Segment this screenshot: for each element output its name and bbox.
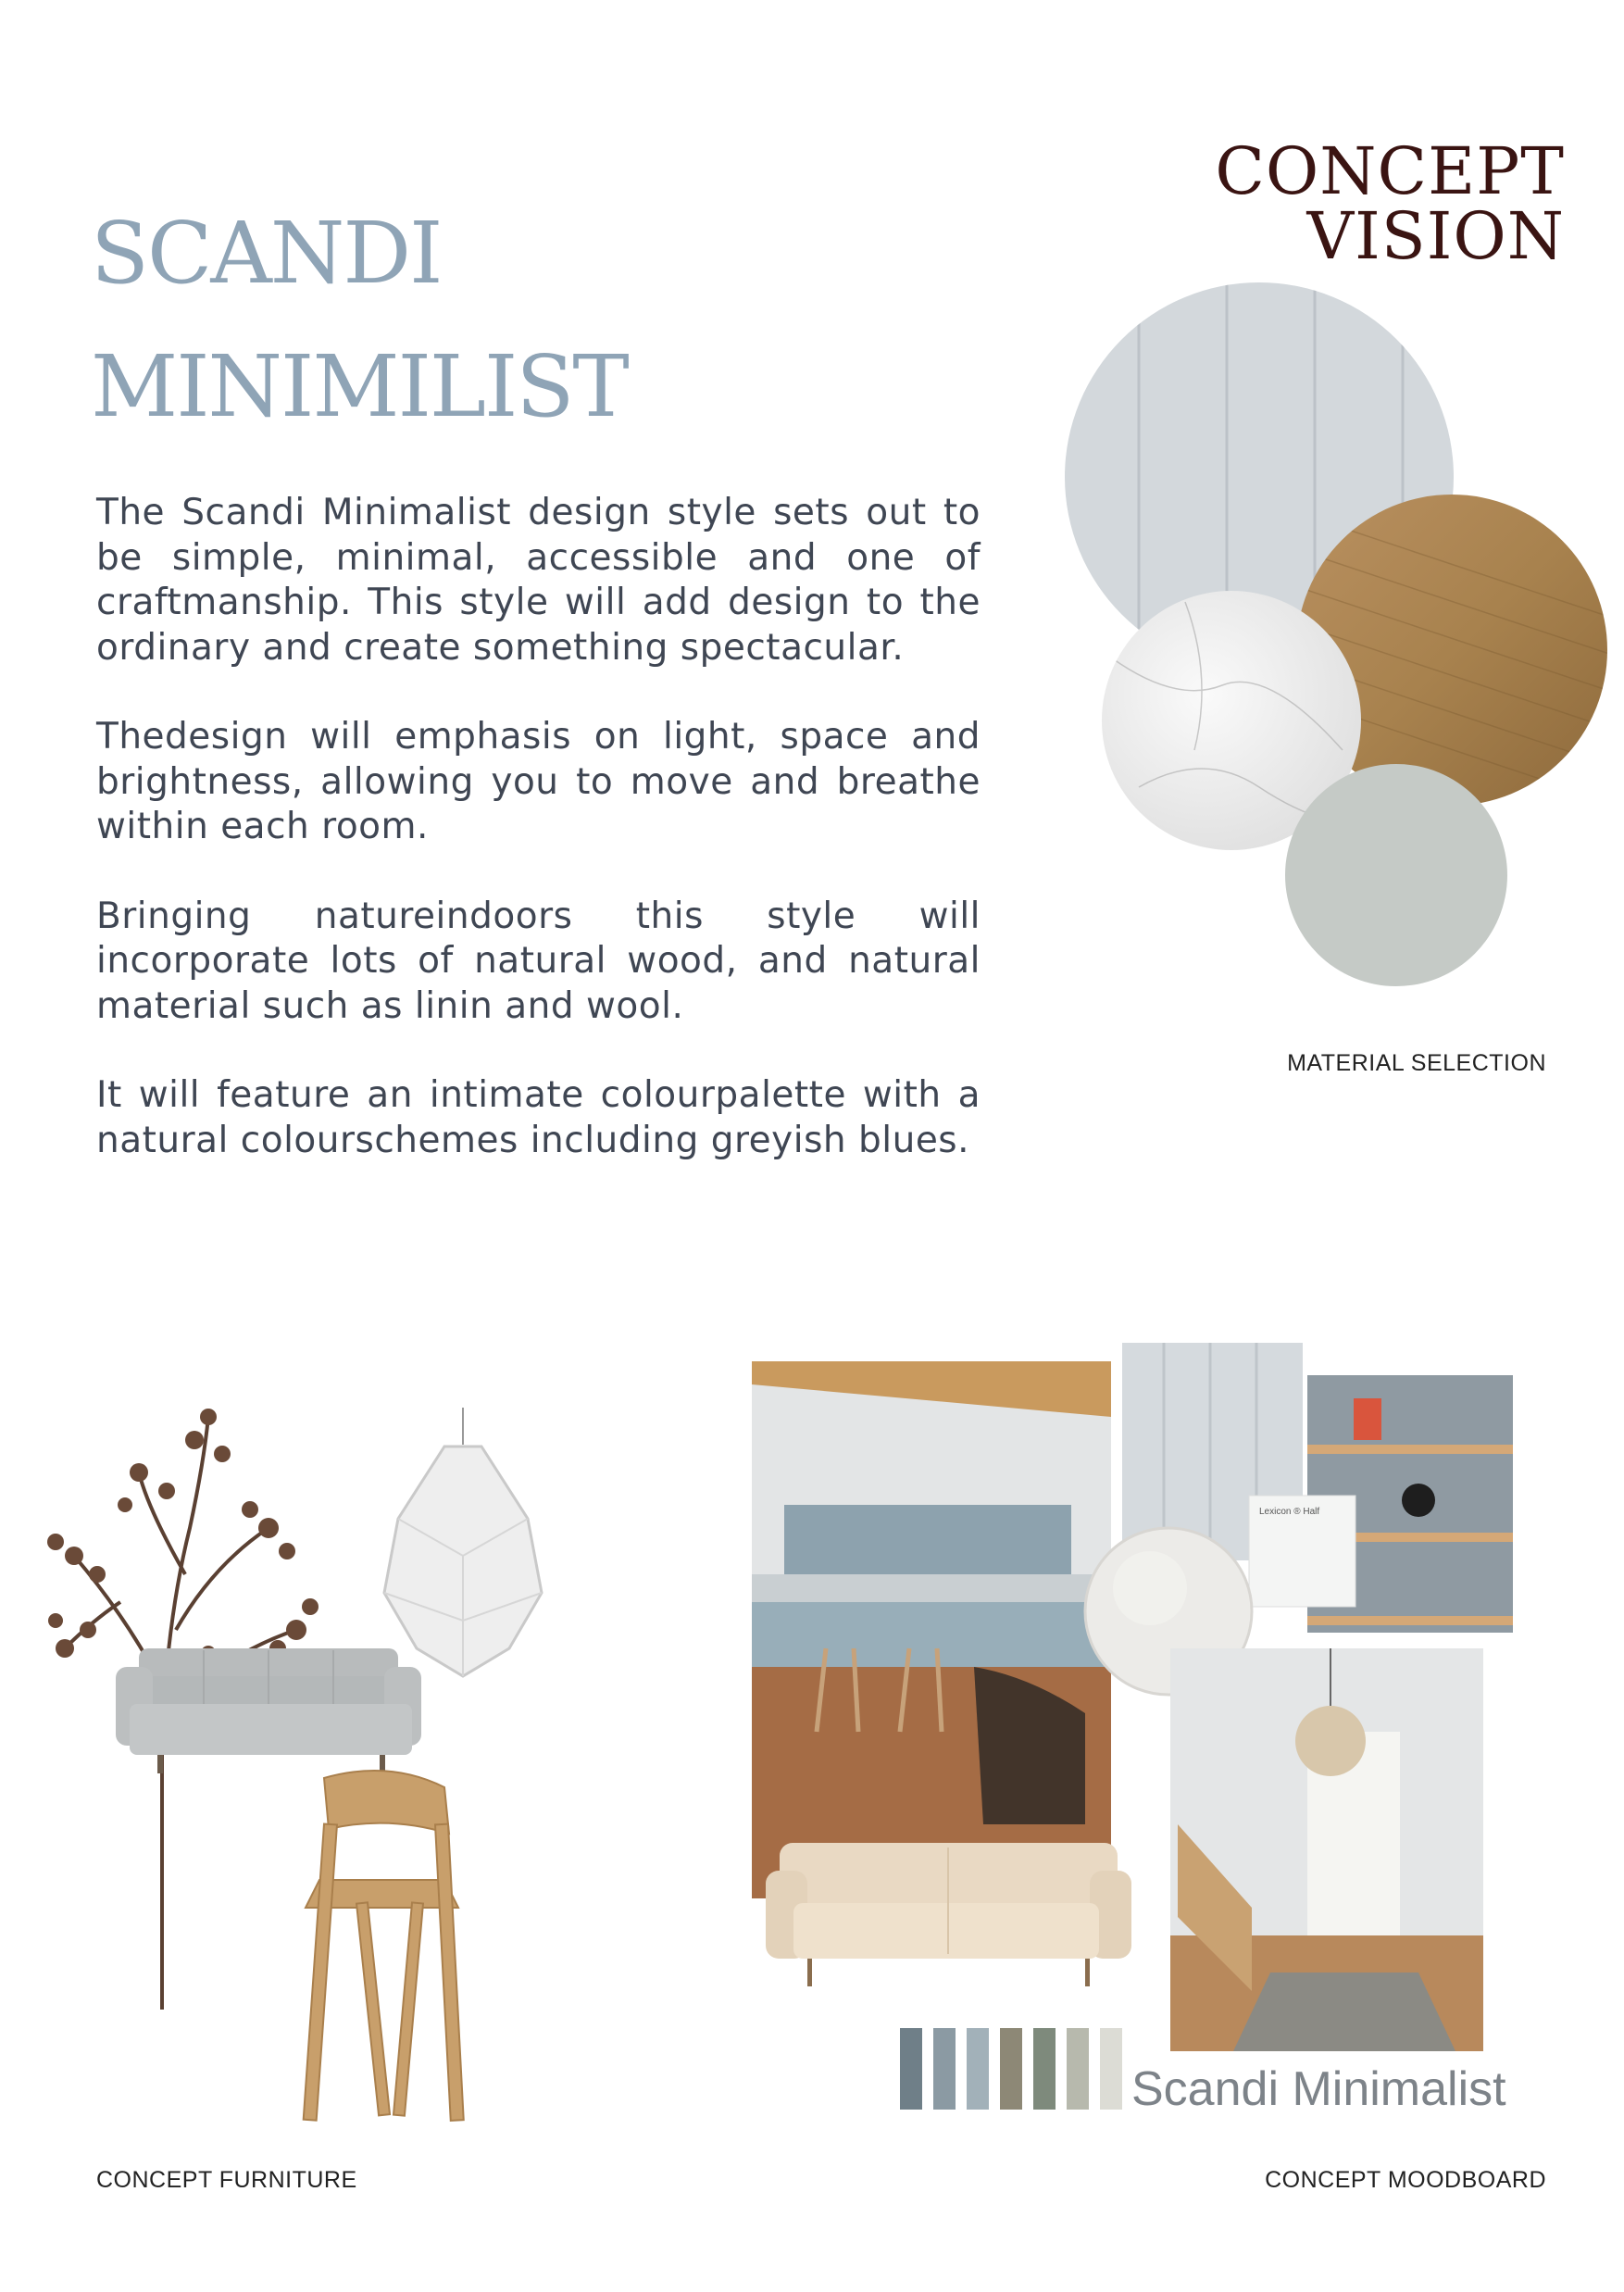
palette-chip [933,2028,956,2110]
style-title-line2: MINIMILIST [91,337,628,436]
paragraph-intro: The Scandi Minimalist design style sets out to be simple, minimal, accessible and one of craftmanship. This style will add design to the ordinary and create something spectacular. [96,492,981,669]
sage-paint-swatch [1285,764,1507,986]
moodboard-title: Scandi Minimalist [1131,2062,1506,2116]
caption-material-selection: MATERIAL SELECTION [1287,1050,1546,1076]
grey-sofa-image [116,1648,421,1773]
concept-moodboard-collage [752,1343,1585,2130]
kitchen-photo [752,1361,1111,1898]
paragraph-nature: Bringing natureindoors this style will incorporate lots of natural wood, and natural material such as linin and wool. [96,895,981,1027]
style-title-line1: SCANDI [91,204,442,303]
palette-chip [1000,2028,1022,2110]
caption-concept-moodboard: CONCEPT MOODBOARD [1265,2167,1546,2193]
palette-chip [967,2028,989,2110]
concept-furniture-collage [28,1389,602,2167]
caption-concept-furniture: CONCEPT FURNITURE [96,2167,357,2193]
colour-palette-strip [900,2028,1122,2110]
palette-chip [1033,2028,1056,2110]
description-body [96,491,981,1208]
palette-chip [1100,2028,1122,2110]
paragraph-palette: It will feature an intimate colourpalette with a natural colourschemes including greyish blues. [96,1074,981,1161]
material-selection-swatches [1065,269,1611,1009]
palette-chip [900,2028,922,2110]
paint-card [1249,1496,1355,1607]
oak-chair-image [304,1771,464,2121]
paint-card-label: Lexicon ® Half [1259,1507,1320,1517]
palette-chip [1067,2028,1089,2110]
hallway-photo [1170,1648,1483,2051]
beige-sofa-image [766,1843,1131,1986]
page-heading: CONCEPT VISION [1215,133,1565,274]
pendant-lamp-image [384,1408,542,1676]
paragraph-light-space: Thedesign will emphasis on light, space and brightness, allowing you to move and breathe within each room. [96,716,981,847]
